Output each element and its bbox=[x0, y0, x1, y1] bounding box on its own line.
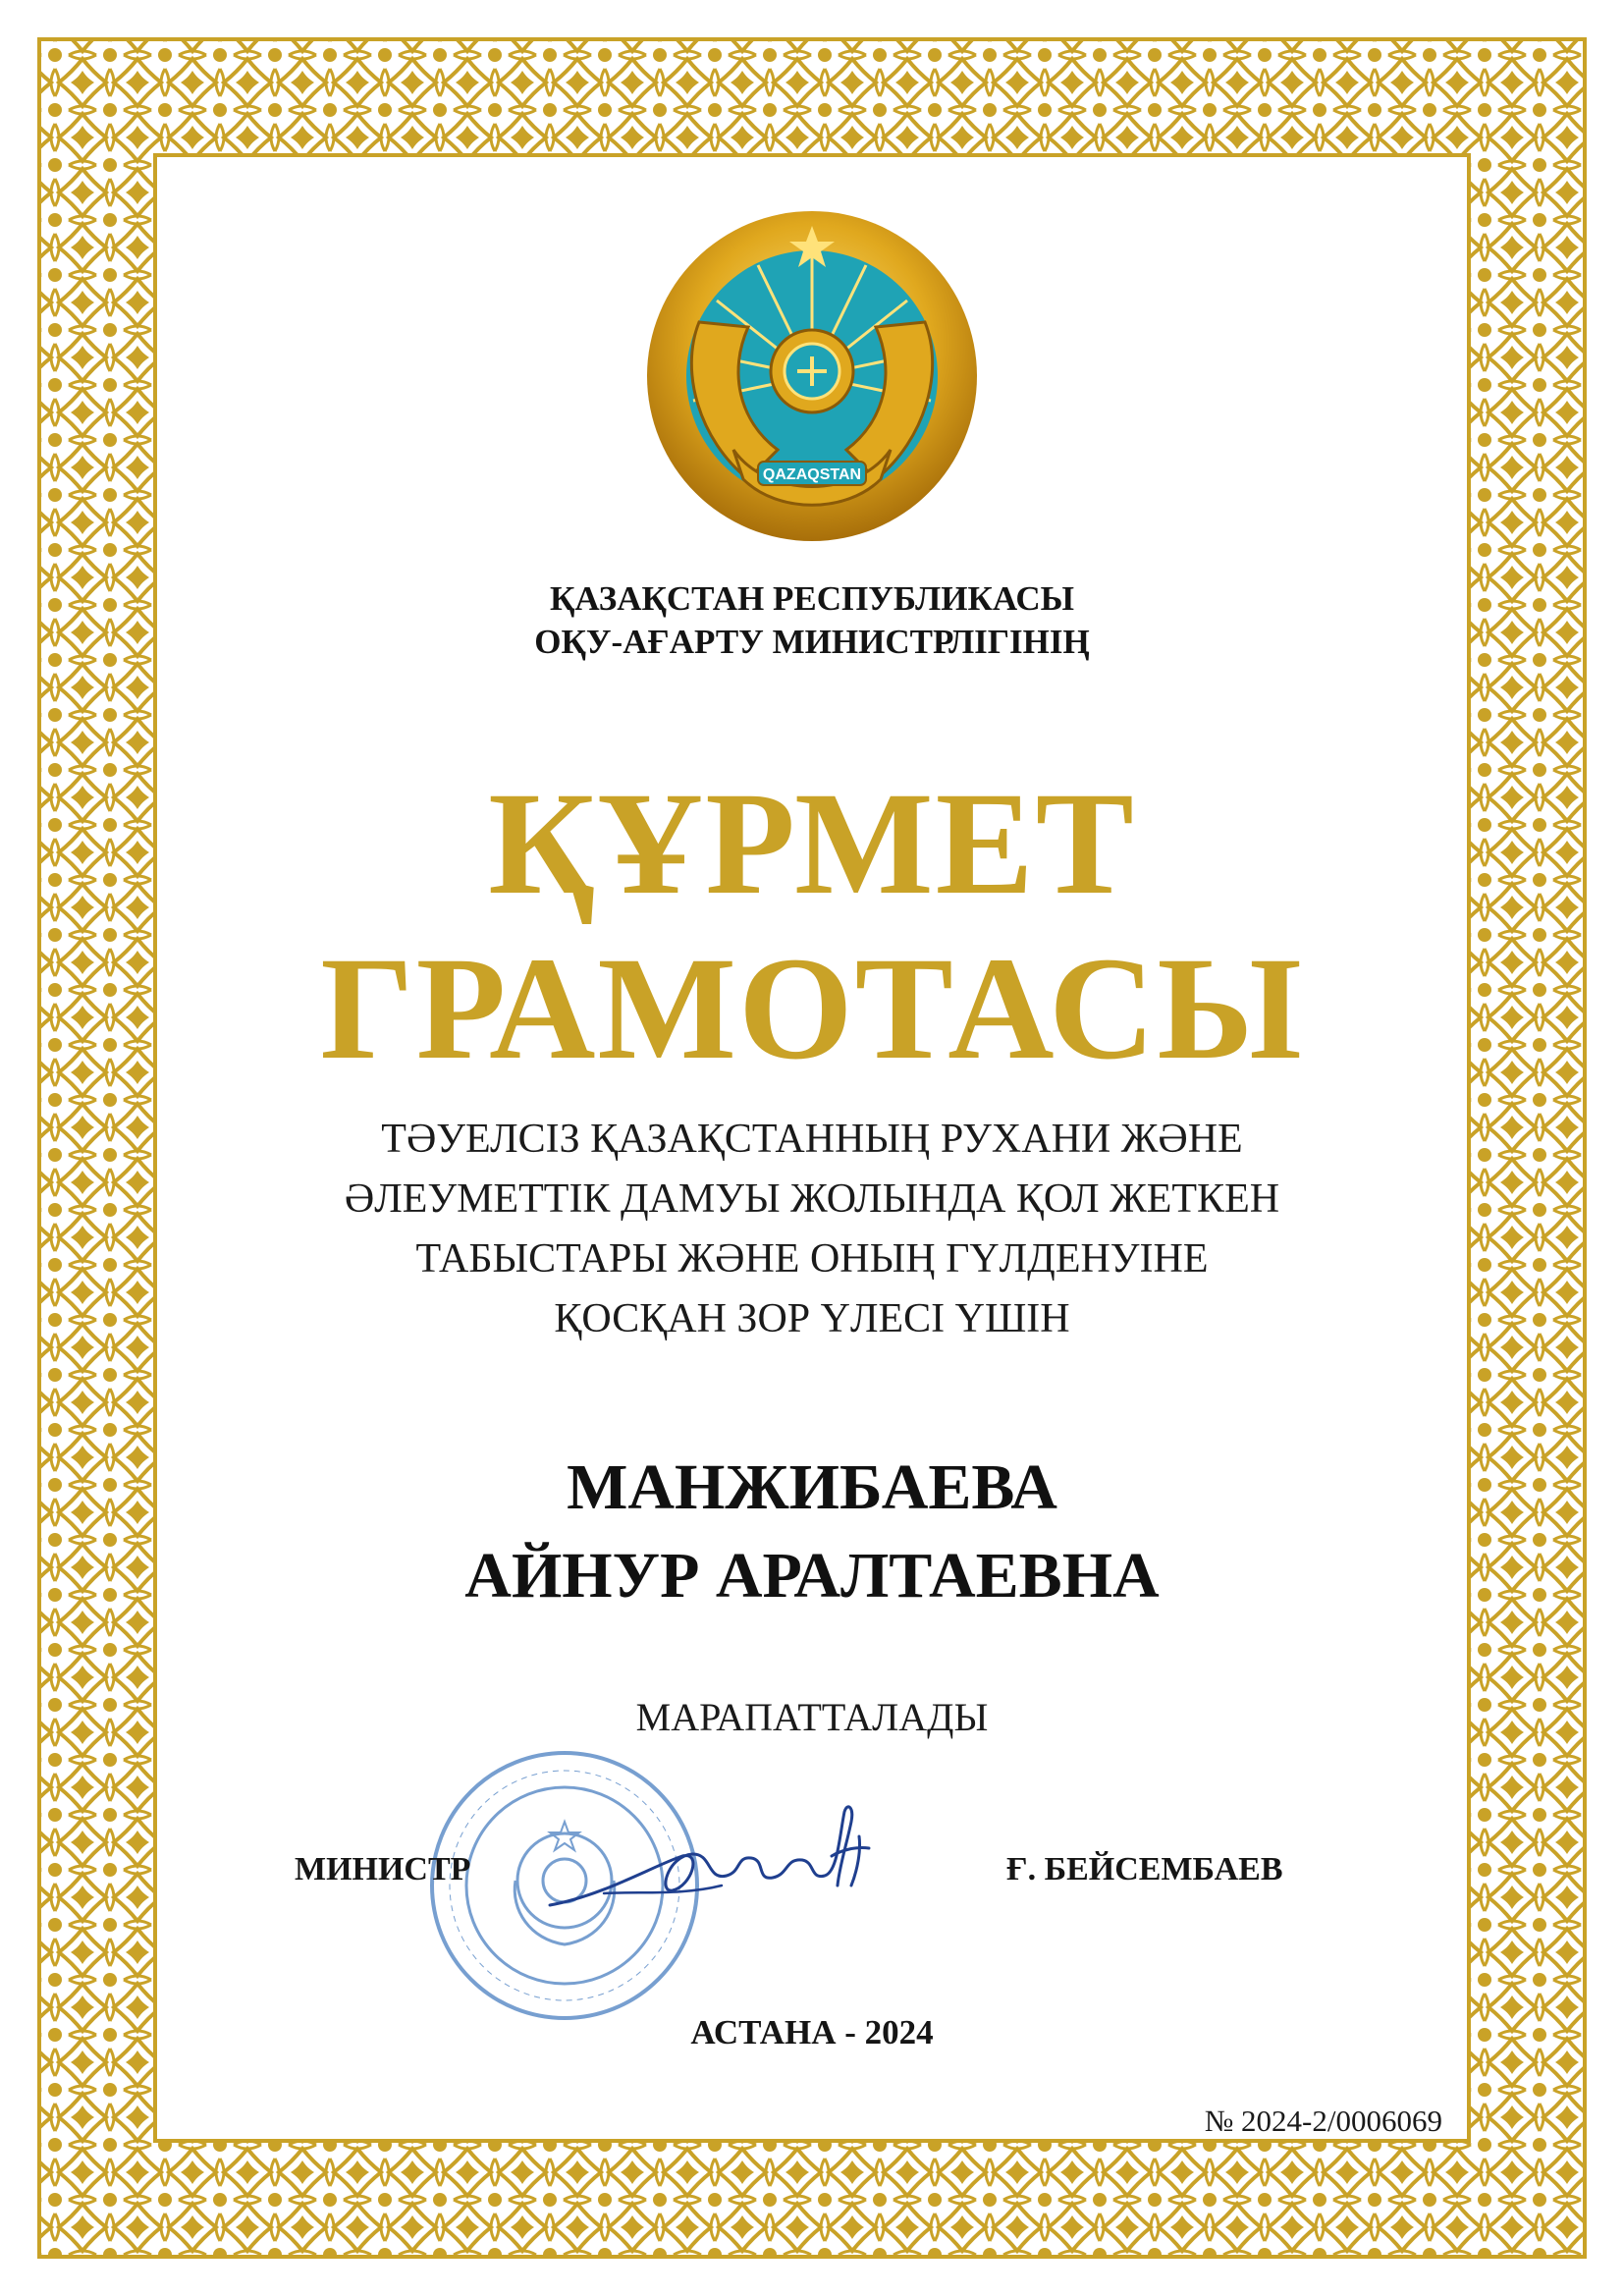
signatory-role: МИНИСТР bbox=[295, 1851, 471, 1887]
award-reason bbox=[0, 1110, 1624, 1349]
serial-number: № 2024-2/0006069 bbox=[1204, 2104, 1442, 2138]
issuer-line-2: ОҚУ-АҒАРТУ МИНИСТРЛІГІНІҢ bbox=[534, 623, 1090, 661]
recipient-surname: МАНЖИБАЕВА bbox=[567, 1451, 1057, 1523]
reason-line-4: ҚОСҚАН ЗОР ҮЛЕСІ ҮШІН bbox=[554, 1296, 1070, 1341]
issuing-ministry bbox=[0, 577, 1624, 664]
reason-line-3: ТАБЫСТАРЫ ЖӘНЕ ОНЫҢ ГҮЛДЕНУІНЕ bbox=[415, 1236, 1209, 1282]
reason-line-2: ӘЛЕУМЕТТІК ДАМУЫ ЖОЛЫНДА ҚОЛ ЖЕТКЕН bbox=[344, 1176, 1280, 1222]
awarded-text: МАРАПАТТАЛАДЫ bbox=[635, 1695, 989, 1739]
recipient-name bbox=[0, 1444, 1624, 1620]
title-line-1: ҚҰРМЕТ bbox=[488, 762, 1136, 925]
reason-line-1: ТӘУЕЛСІЗ ҚАЗАҚСТАННЫҢ РУХАНИ ЖӘНЕ bbox=[381, 1117, 1243, 1162]
title-line-2: ГРАМОТАСЫ bbox=[320, 927, 1304, 1090]
recipient-given-names: АЙНУР АРАЛТАЕВНА bbox=[464, 1540, 1160, 1612]
handwritten-signature-icon bbox=[545, 1797, 898, 1935]
certificate-title bbox=[0, 761, 1624, 1091]
kazakhstan-state-emblem-icon bbox=[640, 204, 984, 548]
place-and-year: АСТАНА - 2024 bbox=[690, 2013, 934, 2051]
signatory-name: Ғ. БЕЙСЕМБАЕВ bbox=[1006, 1851, 1283, 1887]
emblem-inscription: QAZAQSTAN bbox=[762, 466, 862, 483]
issuer-line-1: ҚАЗАҚСТАН РЕСПУБЛИКАСЫ bbox=[549, 579, 1075, 618]
